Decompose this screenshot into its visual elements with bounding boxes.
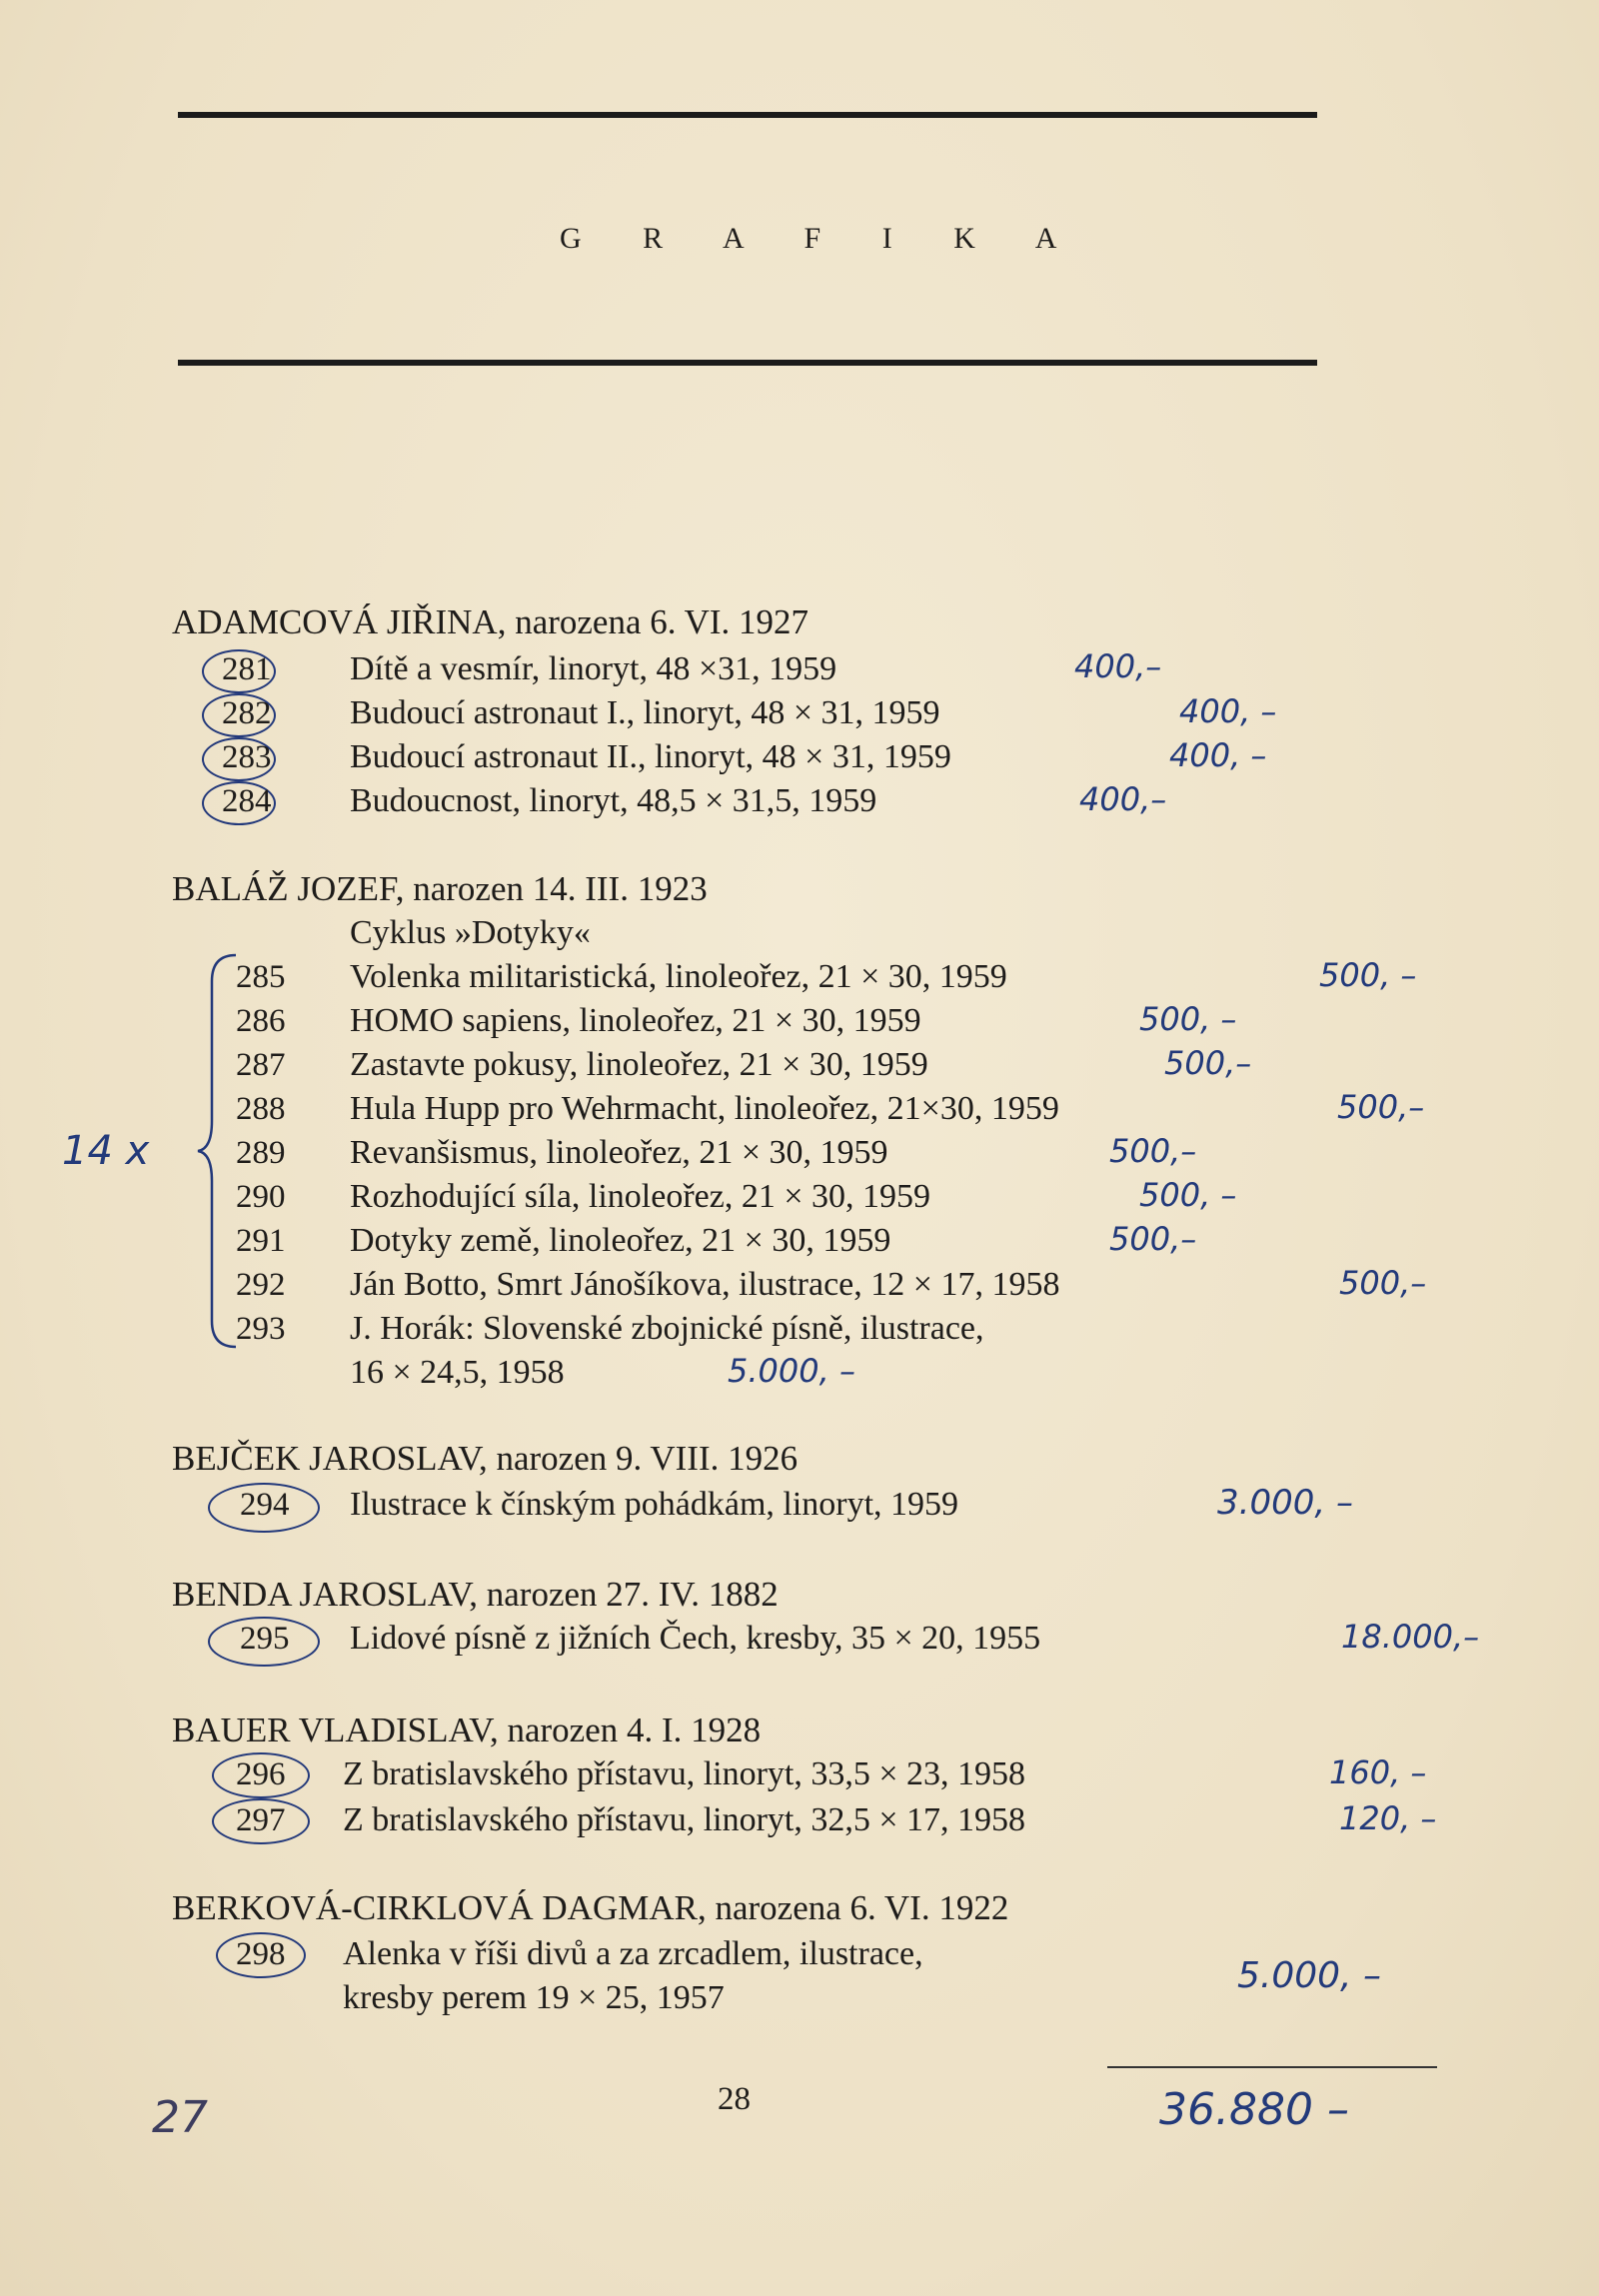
item-description: Dotyky země, linoleořez, 21 × 30, 1959: [350, 1222, 891, 1259]
handwritten-price: 18.000,–: [1341, 1618, 1480, 1656]
author-heading: BALÁŽ JOZEF, narozen 14. III. 1923: [172, 869, 708, 908]
handwritten-price: 120, –: [1339, 1799, 1437, 1837]
item-description: Rozhodující síla, linoleořez, 21 × 30, 1959: [350, 1178, 931, 1215]
handwritten-price: 3.000, –: [1217, 1483, 1353, 1523]
handwritten-price: 400,–: [1074, 647, 1162, 685]
handwritten-price: 500,–: [1109, 1132, 1197, 1170]
top-rule: [178, 112, 1317, 118]
handwritten-price: 160, –: [1329, 1753, 1427, 1791]
item-number: 292: [236, 1267, 286, 1303]
handwritten-price: 500, –: [1319, 956, 1417, 994]
author-heading: BEJČEK JAROSLAV, narozen 9. VIII. 1926: [172, 1439, 799, 1478]
item-description: Lidové písně z jižních Čech, kresby, 35 × 20, 1955: [350, 1620, 1041, 1657]
item-number: 281: [222, 651, 272, 687]
item-number: 284: [222, 783, 272, 819]
handwritten-price: 500,–: [1164, 1044, 1252, 1082]
item-description: Ján Botto, Smrt Jánošíkova, ilustrace, 12 × 17, 1958: [350, 1266, 1060, 1303]
author-heading: BENDA JAROSLAV, narozen 27. IV. 1882: [172, 1575, 779, 1614]
handwritten-price: 400, –: [1179, 692, 1277, 730]
handwritten-total: 36.880 –: [1159, 2084, 1349, 2135]
item-number: 297: [236, 1802, 286, 1838]
item-number: 291: [236, 1223, 286, 1259]
item-number: 287: [236, 1047, 286, 1083]
total-rule: [1107, 2066, 1437, 2068]
item-number: 290: [236, 1179, 286, 1215]
page-number: 28: [718, 2081, 751, 2117]
item-number: 298: [236, 1936, 286, 1972]
item-number: 282: [222, 695, 272, 731]
author-heading: ADAMCOVÁ JIŘINA, narozena 6. VI. 1927: [172, 602, 809, 641]
handwritten-price: 5.000, –: [728, 1352, 855, 1390]
item-number: 295: [240, 1621, 290, 1657]
item-number: 283: [222, 739, 272, 775]
bottom-rule: [178, 360, 1317, 366]
handwritten-price: 500, –: [1139, 1176, 1237, 1214]
item-number: 288: [236, 1091, 286, 1127]
item-description-continued: kresby perem 19 × 25, 1957: [343, 1979, 725, 2016]
item-description: Ilustrace k čínským pohádkám, linoryt, 1959: [350, 1486, 959, 1523]
handwritten-price: 5.000, –: [1237, 1955, 1381, 1996]
handwritten-price: 500, –: [1139, 1000, 1237, 1038]
margin-note: 14 x: [62, 1128, 150, 1174]
item-description: Budoucnost, linoryt, 48,5 × 31,5, 1959: [350, 782, 877, 819]
handwritten-price: 500,–: [1109, 1220, 1197, 1258]
handwritten-price: 500,–: [1339, 1264, 1427, 1302]
item-number: 294: [240, 1487, 290, 1523]
item-description: Hula Hupp pro Wehrmacht, linoleořez, 21×30, 1959: [350, 1090, 1059, 1127]
item-description: Z bratislavského přístavu, linoryt, 32,5 × 17, 1958: [343, 1801, 1026, 1838]
item-description: Dítě a vesmír, linoryt, 48 ×31, 1959: [350, 650, 837, 687]
section-heading: G R A F I K A: [560, 222, 1084, 255]
item-number: 285: [236, 959, 286, 995]
item-number: 296: [236, 1756, 286, 1792]
handwritten-price: 400, –: [1169, 736, 1267, 774]
item-description: Zastavte pokusy, linoleořez, 21 × 30, 1959: [350, 1046, 928, 1083]
item-description: Alenka v říši divů a za zrcadlem, ilustrace,: [343, 1935, 923, 1972]
item-description: Budoucí astronaut I., linoryt, 48 × 31, 1959: [350, 694, 940, 731]
handwritten-price: 500,–: [1337, 1088, 1425, 1126]
item-description: Volenka militaristická, linoleořez, 21 × 30, 1959: [350, 958, 1007, 995]
author-heading: BERKOVÁ-CIRKLOVÁ DAGMAR, narozena 6. VI. 1922: [172, 1888, 1009, 1927]
handwritten-price: 400,–: [1079, 780, 1167, 818]
item-description-continued: 16 × 24,5, 1958: [350, 1354, 565, 1391]
item-description: Revanšismus, linoleořez, 21 × 30, 1959: [350, 1134, 888, 1171]
author-heading: BAUER VLADISLAV, narozen 4. I. 1928: [172, 1711, 762, 1749]
cycle-title: Cyklus »Dotyky«: [350, 914, 591, 951]
item-number: 289: [236, 1135, 286, 1171]
item-description: J. Horák: Slovenské zbojnické písně, ilustrace,: [350, 1310, 984, 1347]
item-description: Z bratislavského přístavu, linoryt, 33,5 × 23, 1958: [343, 1755, 1026, 1792]
item-number: 286: [236, 1003, 286, 1039]
item-number: 293: [236, 1311, 286, 1347]
item-description: Budoucí astronaut II., linoryt, 48 × 31, 1959: [350, 738, 951, 775]
item-description: HOMO sapiens, linoleořez, 21 × 30, 1959: [350, 1002, 921, 1039]
handwritten-corner-note: 27: [152, 2092, 208, 2143]
